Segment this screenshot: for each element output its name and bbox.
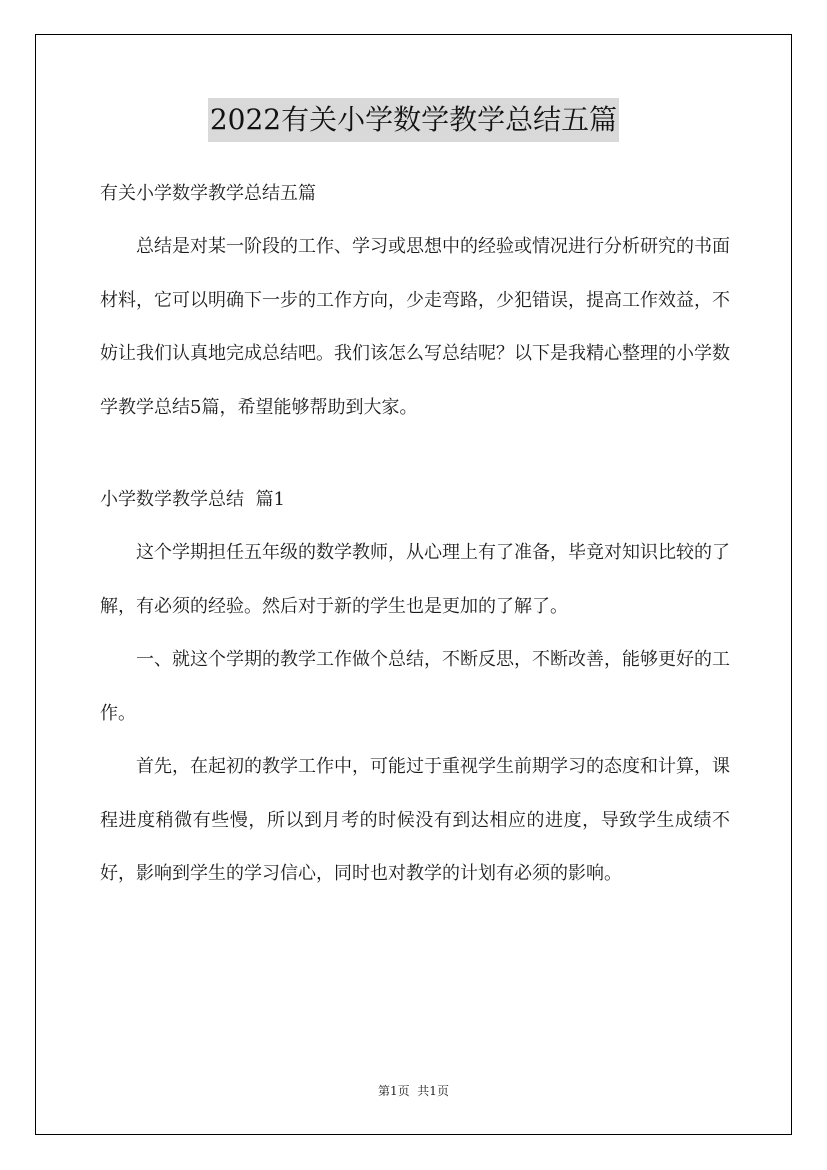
body-paragraph-3: 首先，在起初的教学工作中，可能过于重视学生前期学习的态度和计算，课程进度稍微有些慢，所以到月考的时候没有到达相应的进度，导致学生成绩不好，影响到学生的学习信心，同时也对教学的计划有必须的影响。 — [100, 756, 730, 884]
document-subtitle: 有关小学数学教学总结五篇 — [100, 183, 316, 204]
body-paragraph-2: 一、就这个学期的教学工作做个总结，不断反思，不断改善，能够更好的工作。 — [100, 649, 730, 724]
intro-paragraph: 总结是对某一阶段的工作、学习或思想中的经验或情况进行分析研究的书面材料，它可以明确下一步的工作方向，少走弯路，少犯错误，提高工作效益，不妨让我们认真地完成总结吧。我们该怎么写总结呢？以下是我精心整理的小学数学教学总结5篇，希望能够帮助到大家。 — [100, 236, 730, 418]
section-spacer — [100, 434, 730, 478]
page-footer — [0, 1082, 827, 1099]
document-title: 2022有关小学数学教学总结五篇 — [208, 98, 619, 142]
body-paragraph-1: 这个学期担任五年级的数学教师，从心理上有了准备，毕竟对知识比较的了解，有必须的经验。然后对于新的学生也是更加的了解了。 — [100, 542, 730, 617]
section-heading: 小学数学教学总结 篇1 — [100, 489, 285, 510]
page-number-label: 第1页 共1页 — [378, 1084, 449, 1098]
title-container — [0, 98, 827, 142]
document-body — [100, 174, 730, 901]
